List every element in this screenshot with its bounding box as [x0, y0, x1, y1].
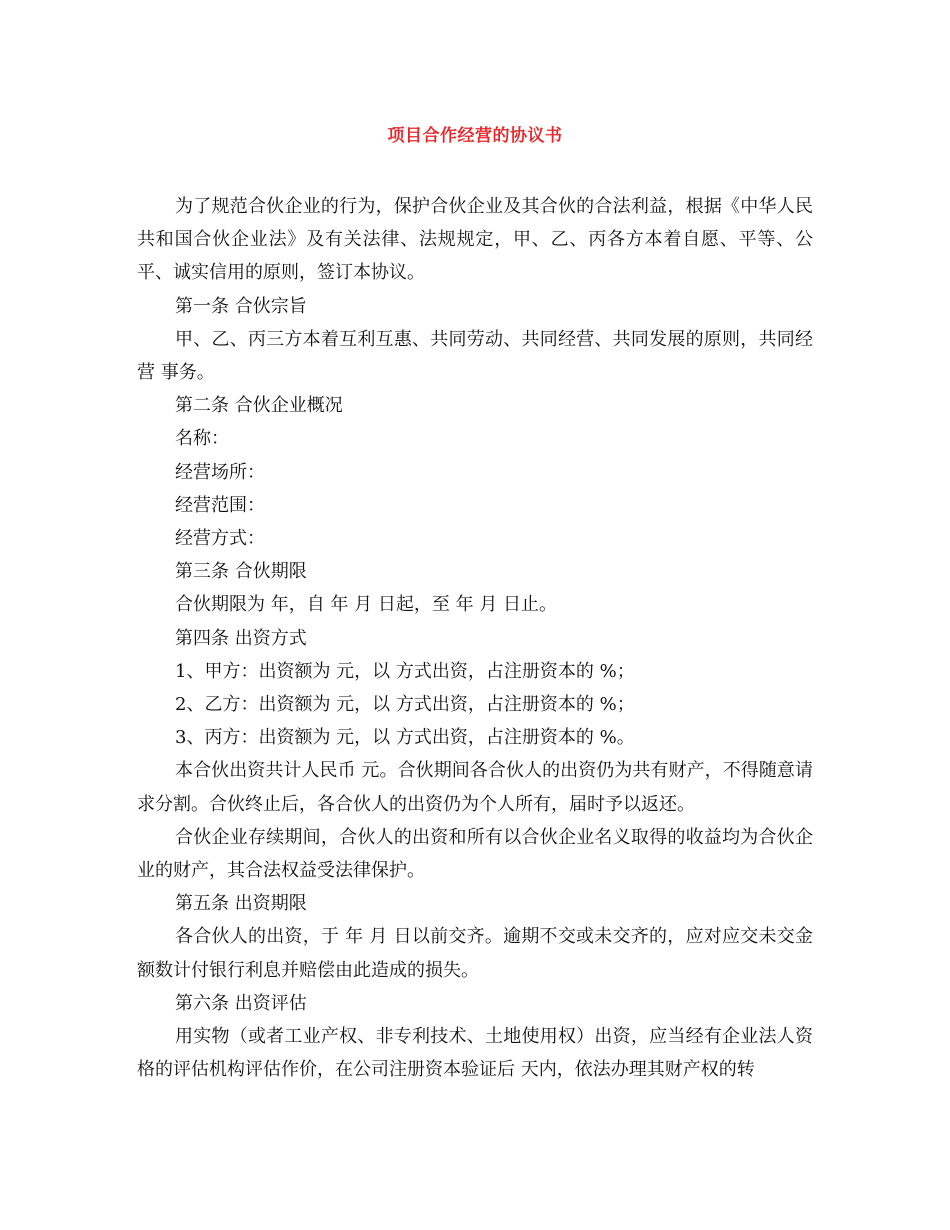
- document-title: 项目合作经营的协议书: [387, 126, 563, 146]
- article-4-item-1: 1、甲方：出资额为 元，以 方式出资，占注册资本的 %；: [175, 660, 635, 682]
- article-6-text: 用实物（或者工业产权、非专利技术、土地使用权）出资，应当经有企业法人资格的评估机构评估作价，在公司注册资本验证后 天内，依法办理其财产权的转: [137, 1026, 813, 1081]
- article-2-heading: 第二条 合伙企业概况: [175, 395, 343, 417]
- field-business-mode: 经营方式：: [175, 528, 265, 550]
- article-1-heading: 第一条 合伙宗旨: [175, 295, 307, 317]
- article-3-text: 合伙期限为 年，自 年 月 日起，至 年 月 日止。: [175, 594, 558, 616]
- field-name: 名称：: [175, 428, 229, 450]
- article-4-text-2: 合伙企业存续期间，合伙人的出资和所有以合伙企业名义取得的收益均为合伙企业的财产，其合法权益受法律保护。: [137, 826, 813, 882]
- article-4-heading: 第四条 出资方式: [175, 627, 307, 649]
- article-5-text: 各合伙人的出资，于 年 月 日以前交齐。逾期不交或未交齐的，应对应交未交金额数计付银行利息并赔偿由此造成的损失。: [137, 926, 813, 981]
- article-5-heading: 第五条 出资期限: [175, 893, 307, 915]
- document-body: [137, 190, 813, 1086]
- article-6-heading: 第六条 出资评估: [175, 992, 307, 1014]
- article-3-heading: 第三条 合伙期限: [175, 561, 307, 583]
- field-business-scope: 经营范围：: [175, 494, 265, 516]
- paragraph-preamble: 为了规范合伙企业的行为，保护合伙企业及其合伙的合法利益，根据《中华人民共和国合伙企业法》及有关法律、法规规定，甲、乙、丙各方本着自愿、平等、公平、诚实信用的原则，签订本协议。: [137, 196, 813, 284]
- article-4-item-3: 3、丙方：出资额为 元，以 方式出资，占注册资本的 %。: [175, 727, 635, 749]
- field-business-location: 经营场所：: [175, 461, 265, 483]
- article-4-item-2: 2、乙方：出资额为 元，以 方式出资，占注册资本的 %；: [175, 694, 635, 716]
- article-1-text: 甲、乙、丙三方本着互利互惠、共同劳动、共同经营、共同发展的原则，共同经营 事务。: [137, 328, 813, 384]
- article-4-text-1: 本合伙出资共计人民币 元。合伙期间各合伙人的出资仍为共有财产，不得随意请求分割。合伙终止后，各合伙人的出资仍为个人所有，届时予以返还。: [137, 760, 813, 815]
